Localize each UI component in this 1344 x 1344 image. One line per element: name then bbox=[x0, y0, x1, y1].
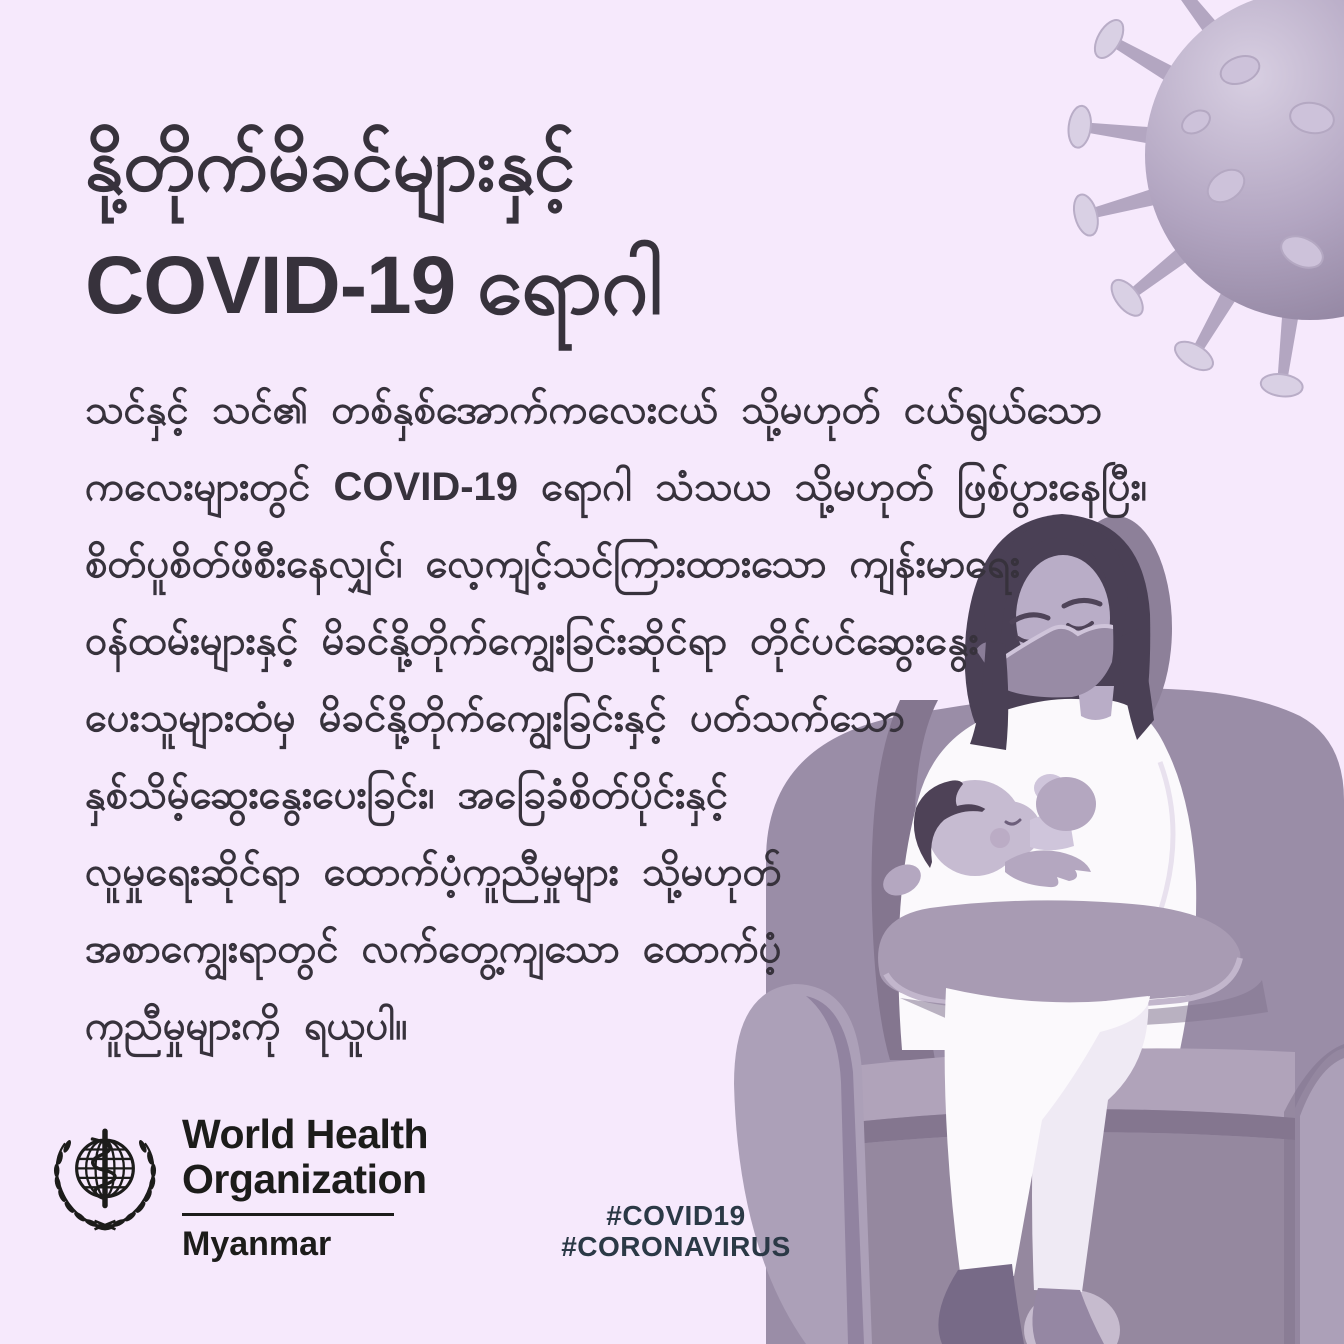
who-wordmark bbox=[182, 1112, 428, 1264]
body-line: ပေးသူများထံမှ မိခင်နို့တိုက်ကျွေးခြင်းနှင့် ပတ်သက်သော bbox=[85, 696, 905, 740]
body-line: နှစ်သိမ့်ဆွေးနွေးပေးခြင်း၊ အခြေခံစိတ်ပိုင်းနှင့် bbox=[85, 773, 729, 817]
body-line: ဝန်ထမ်းများနှင့် မိခင်နို့တိုက်ကျွေးခြင်းဆိုင်ရာ တိုင်ပင်ဆွေးနွေး bbox=[85, 619, 979, 663]
coronavirus-icon bbox=[1066, 0, 1344, 399]
who-name-line-2: Organization bbox=[182, 1156, 427, 1202]
who-name-line-1: World Health bbox=[182, 1111, 429, 1157]
who-country-label: Myanmar bbox=[182, 1224, 332, 1263]
title-line-burmese: နို့တိုက်မိခင်များနှင့် bbox=[85, 123, 576, 206]
page-title bbox=[85, 96, 661, 338]
virus-body bbox=[1145, 0, 1344, 320]
hashtag-block bbox=[545, 1200, 807, 1262]
body-line: စိတ်ပူစိတ်ဖိစီးနေလျှင်၊ လေ့ကျင့်သင်ကြားထားသော ကျန်းမာရေး bbox=[85, 542, 1020, 586]
title-line-covid: COVID-19 ရောဂါ bbox=[85, 240, 662, 331]
body-line: ကူညီမှုများကို ရယူပါ။ bbox=[85, 1004, 408, 1048]
who-emblem-icon bbox=[42, 1118, 168, 1244]
hashtag-covid19: #COVID19 bbox=[606, 1200, 746, 1231]
who-logo-block bbox=[42, 1112, 428, 1264]
hashtag-coronavirus: #CORONAVIRUS bbox=[561, 1231, 791, 1262]
body-line: လူမှုရေးဆိုင်ရာ ထောက်ပံ့ကူညီမှုများ သို့မဟုတ် bbox=[85, 850, 782, 894]
body-text bbox=[85, 372, 1148, 1065]
who-divider bbox=[182, 1213, 394, 1216]
body-line: အစာကျွေးရာတွင် လက်တွေ့ကျသော ထောက်ပံ့ bbox=[85, 927, 782, 971]
body-line: သင်နှင့် သင်၏ တစ်နှစ်အောက်ကလေးငယ် သို့မဟုတ် ငယ်ရွယ်သော bbox=[85, 388, 1102, 432]
mother-hand-clasp bbox=[1036, 777, 1096, 831]
body-line: ကလေးများတွင် COVID-19 ရောဂါ သံသယ သို့မဟုတ် ဖြစ်ပွားနေပြီး၊ bbox=[85, 465, 1148, 509]
